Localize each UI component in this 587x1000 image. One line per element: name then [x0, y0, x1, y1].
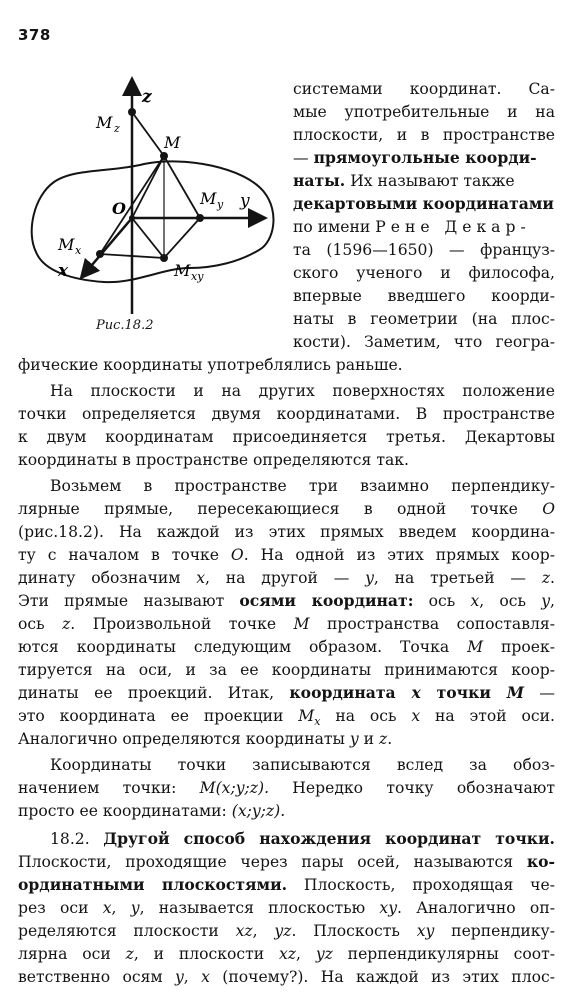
p3-line-5: динату обозначим x, на другой — y, на третьей — z.: [18, 569, 555, 587]
side-line-7: по имени Рене Декар-: [293, 218, 531, 236]
side-line-9: ского ученого и философа,: [293, 264, 555, 282]
p3-line-7: ось z. Произвольной точке M пространства сопоставля-: [18, 615, 555, 633]
side-line-11: наты в геометрии (на плос-: [293, 310, 555, 328]
point-mx: [96, 250, 104, 258]
figure-caption: Рис.18.2: [96, 318, 154, 333]
p3-line-11: это координата ее проекции $M_x$ на ось x на этой оси.: [18, 707, 555, 729]
point-mz: [128, 108, 136, 116]
p3-line-2: лярные прямые, пересекающиеся в одной точке O: [18, 500, 555, 518]
p4-line-1: Координаты точки записываются вслед за обоз-: [50, 756, 555, 774]
p5-line-3: ординатными плоскостями. Плоскость, проходящая че-: [18, 875, 555, 894]
label-mx-sub: x: [75, 244, 82, 257]
page-number: 378: [18, 26, 51, 44]
label-my-sub: y: [217, 198, 224, 211]
side-line-6: декартовыми координатами: [293, 194, 554, 213]
p5-line-7: ветственно осям y, x (почему?). На каждой из этих плос-: [18, 968, 555, 986]
p2-line-3: к двум координатам присоединяется третья. Декартовы: [18, 428, 555, 446]
x-axis: [86, 218, 132, 272]
p2-line-4: координаты в пространстве определяются так.: [18, 451, 409, 469]
p3-line-6: Эти прямые называют осями координат: ось x, ось y,: [18, 591, 555, 610]
p5-line-2: Плоскости, проходящие через пары осей, называются ко-: [18, 852, 555, 871]
label-origin: O: [112, 199, 126, 218]
p3-line-1: Возьмем в пространстве три взаимно перпендику-: [50, 477, 555, 495]
p5-line-6: лярна оси z, и плоскости xz, yz перпендикулярны соот-: [18, 945, 555, 963]
label-x: x: [58, 261, 69, 281]
side-line-10: впервые введшего коорди-: [293, 287, 555, 305]
label-z: z: [142, 87, 152, 107]
p5-line-5: ределяются плоскости xz, yz. Плоскость xy перпендику-: [18, 922, 555, 940]
label-m: M: [164, 133, 181, 152]
p2-line-2: точки определяется двумя координатами. В пространстве: [18, 405, 555, 423]
side-line-1: системами координат. Са-: [293, 80, 555, 98]
paragraph-1-end: фические координаты употреблялись раньше.: [18, 356, 403, 374]
point-origin: [129, 215, 135, 221]
p5-line-4: рез оси x, y, называется плоскостью xy. Аналогично оп-: [18, 899, 555, 917]
label-mx: M: [58, 235, 75, 254]
point-my: [196, 214, 204, 222]
label-mz-sub: z: [114, 122, 120, 135]
coordinate-axes-diagram: [14, 72, 284, 342]
side-line-8: та (1596—1650) — француз-: [293, 241, 555, 259]
label-mz: M: [96, 113, 113, 132]
side-line-3: плоскости, и в пространстве: [293, 126, 555, 144]
p3-line-12: Аналогично определяются координаты y и z.: [18, 730, 393, 748]
label-y: y: [240, 191, 250, 211]
p3-line-9: тируется на оси, и за ее координаты принимаются коор-: [18, 661, 555, 679]
label-mxy-sub: xy: [191, 270, 204, 283]
side-line-12: кости). Заметим, что геогра-: [293, 333, 555, 351]
figure-18-2: [14, 72, 284, 342]
side-line-5: наты. Их называют также: [293, 171, 515, 190]
point-mxy: [160, 254, 168, 262]
p3-line-3: (рис.18.2). На каждой из этих прямых введем координа-: [18, 523, 555, 541]
p3-line-4: ту с началом в точке O. На одной из этих прямых коор-: [18, 546, 555, 564]
p4-line-3: просто ее координатами: (x;y;z).: [18, 802, 286, 820]
p3-line-8: ются координаты следующим образом. Точка M проек-: [18, 638, 556, 656]
side-line-4: — прямоугольные коорди-: [293, 148, 537, 167]
label-my: M: [200, 189, 217, 208]
side-line-2: мые употребительные и на: [293, 103, 555, 121]
p5-line-1: 18.2. Другой способ нахождения координат точки.: [50, 829, 555, 848]
label-mxy: M: [174, 261, 191, 280]
p3-line-10: динаты ее проекций. Итак, координата x точки M —: [18, 683, 555, 702]
p4-line-2: начением точки: M(x;y;z). Нередко точку обозначают: [18, 779, 555, 797]
point-m: [160, 152, 168, 160]
p2-line-1: На плоскости и на других поверхностях положение: [50, 382, 555, 400]
